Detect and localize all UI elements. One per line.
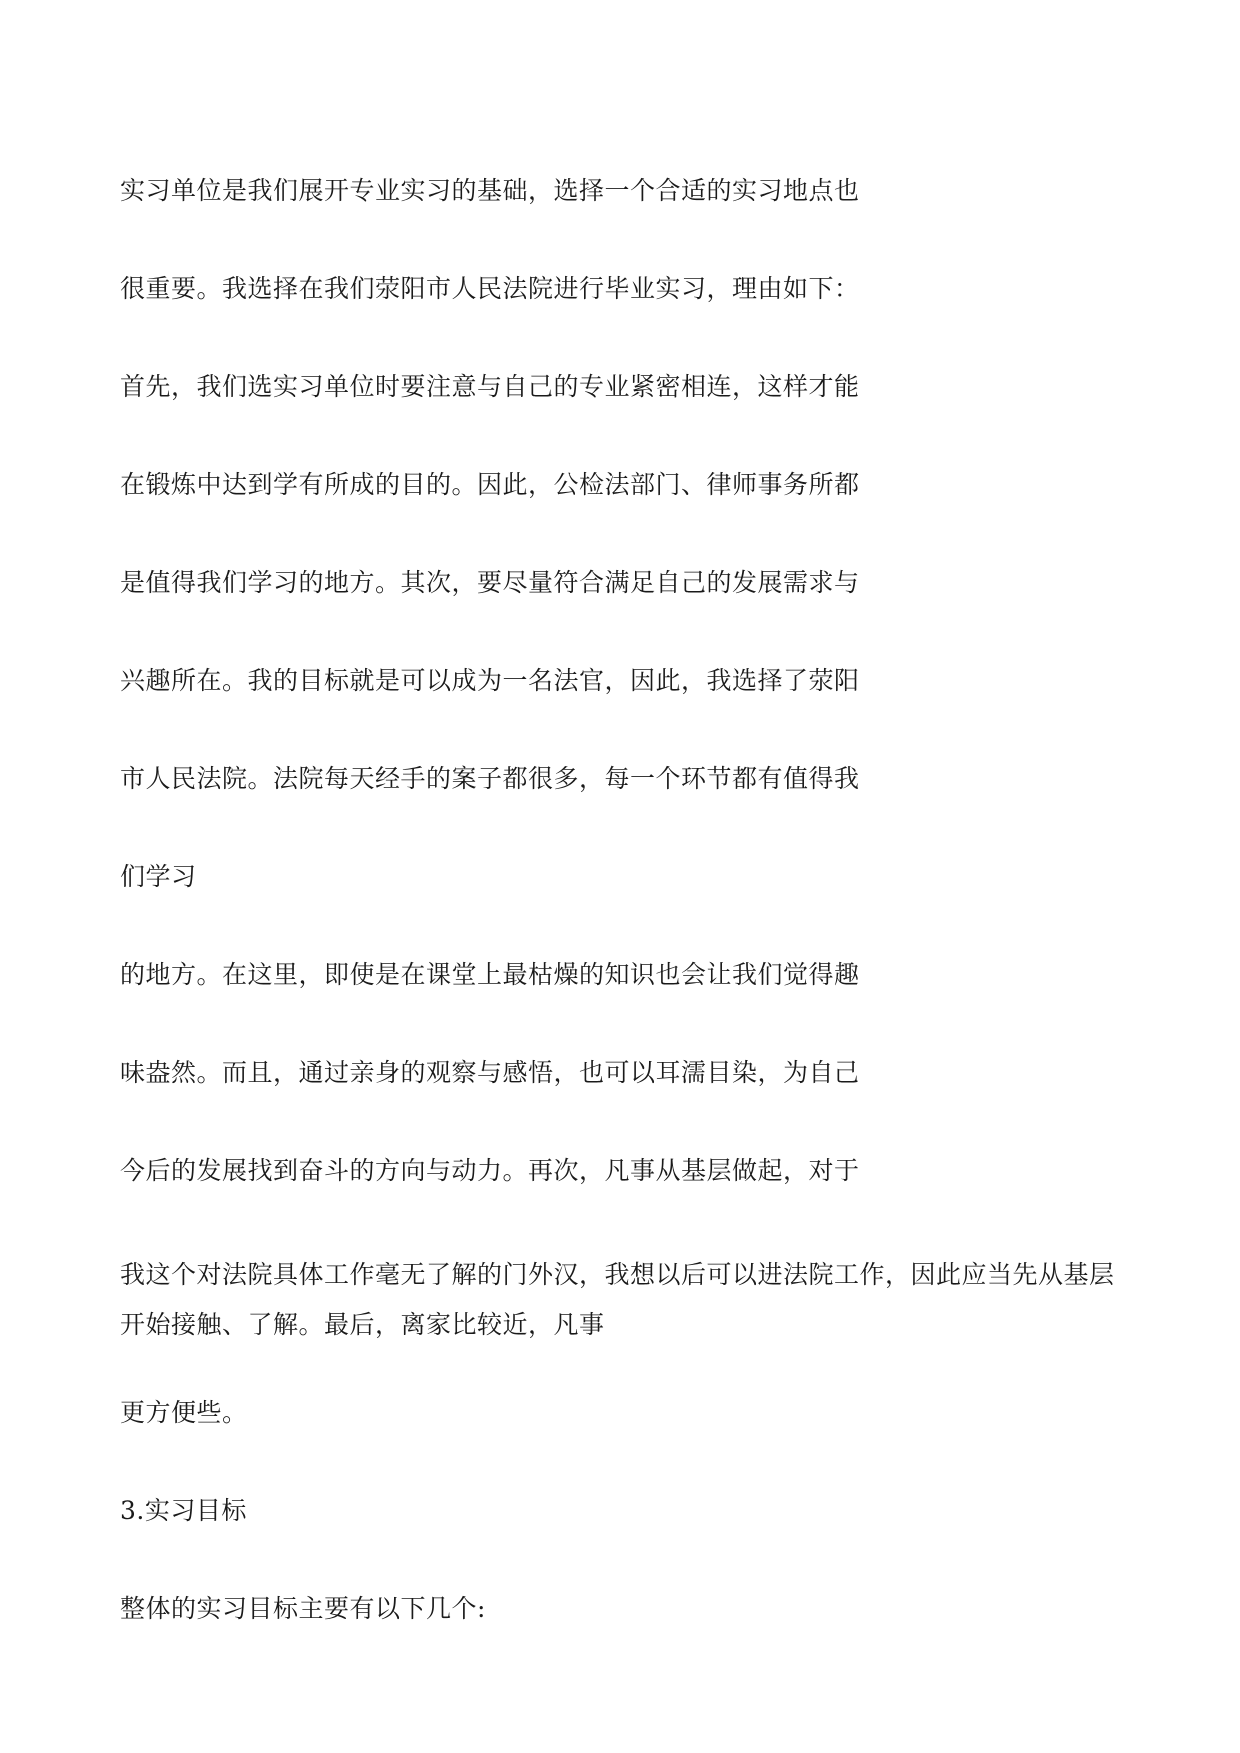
paragraph-line: 首先，我们选实习单位时要注意与自己的专业紧密相连，这样才能 — [120, 372, 860, 401]
paragraph-line: 整体的实习目标主要有以下几个: — [120, 1594, 486, 1623]
paragraph-line: 在锻炼中达到学有所成的目的。因此，公检法部门、律师事务所都 — [120, 470, 860, 499]
section-heading: 3.实习目标 — [120, 1496, 247, 1525]
paragraph-line: 很重要。我选择在我们荥阳市人民法院进行毕业实习，理由如下： — [120, 274, 860, 303]
paragraph-line: 们学习 — [120, 862, 197, 891]
paragraph-block: 我这个对法院具体工作毫无了解的门外汉，我想以后可以进法院工作，因此应当先从基层开始接触、了解。最后，离家比较近，凡事 — [120, 1260, 1115, 1339]
paragraph-line: 味盎然。而且，通过亲身的观察与感悟，也可以耳濡目染，为自己 — [120, 1058, 860, 1087]
paragraph-line: 是值得我们学习的地方。其次，要尽量符合满足自己的发展需求与 — [120, 568, 860, 597]
paragraph-line: 兴趣所在。我的目标就是可以成为一名法官，因此，我选择了荥阳 — [120, 666, 860, 695]
paragraph-line: 实习单位是我们展开专业实习的基础，选择一个合适的实习地点也 — [120, 176, 860, 205]
paragraph-line: 今后的发展找到奋斗的方向与动力。再次，凡事从基层做起，对于 — [120, 1156, 860, 1185]
paragraph-line: 更方便些。 — [120, 1398, 248, 1427]
paragraph-line: 市人民法院。法院每天经手的案子都很多，每一个环节都有值得我 — [120, 764, 860, 793]
paragraph-line: 的地方。在这里，即使是在课堂上最枯燥的知识也会让我们觉得趣 — [120, 960, 860, 989]
